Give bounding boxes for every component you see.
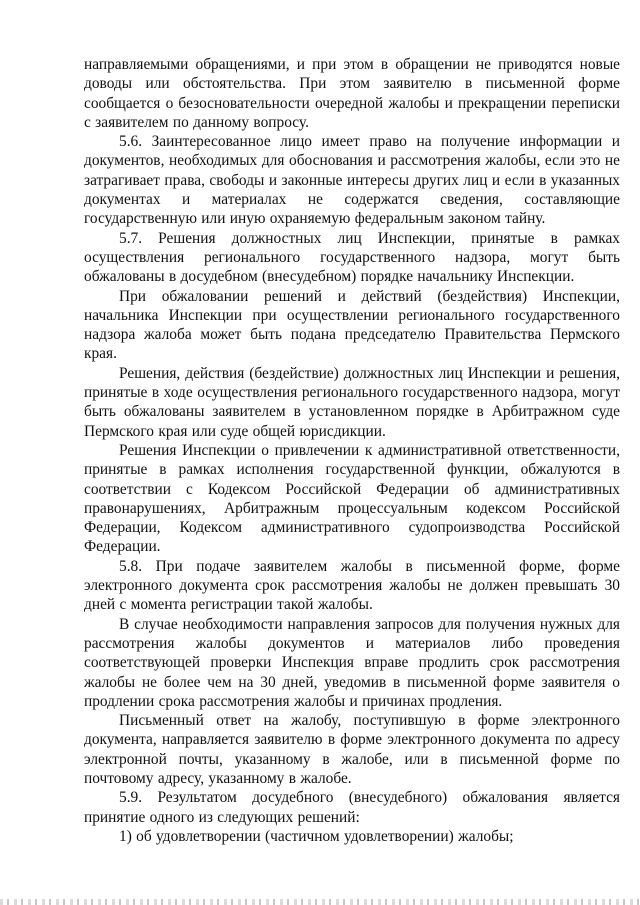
paragraph-5-6: 5.6. Заинтересованное лицо имеет право на получение информации и документов, необходимых для обоснования и рассмотрения жалобы, если это не затрагивает права, свободы и законные интересы других лиц и если в указанных документах и материалах не содержатся сведения, составляющие государственную или иную охраняемую федеральным законом тайну.: [84, 133, 620, 228]
paragraph-5-7-administrative-liability: Решения Инспекции о привлечении к административной ответственности, принятые в рамках исполнения государственной функции, обжалуются в соответствии с Кодексом Российской Федерации об административных правонарушениях, Арбитражным процессуальным кодексом Российской Федерации, Кодексом административного судопроизводства Российской Федерации.: [84, 441, 620, 556]
list-item-1: 1) об удовлетворении (частичном удовлетворении) жалобы;: [119, 827, 514, 845]
paragraph-continuation: направляемыми обращениями, и при этом в обращении не приводятся новые доводы или обстоятельства. При этом заявителю в письменной форме сообщается о безосновательности очередной жалобы и прекращении переписки с заявителем по данному вопросу.: [84, 56, 620, 131]
paragraph-5-9: 5.9. Результатом досудебного (внесудебного) обжалования является принятие одного из следующих решений:: [84, 789, 620, 826]
document-body: [84, 55, 620, 846]
paragraph-5-8-extension: В случае необходимости направления запросов для получения нужных для рассмотрения жалобы документов и материалов либо проведения соответствующей проверки Инспекция вправе продлить срок рассмотрения жалобы не более чем на 30 дней, уведомив в письменной форме заявителя о продлении срока рассмотрения жалобы и причинах продления.: [84, 615, 620, 710]
paragraph-5-7: 5.7. Решения должностных лиц Инспекции, принятые в рамках осуществления регионального государственного надзора, могут быть обжалованы в досудебном (внесудебном) порядке начальнику Инспекции.: [84, 229, 620, 286]
scan-bottom-edge: [0, 899, 640, 905]
paragraph-5-8-electronic-reply: Письменный ответ на жалобу, поступившую в форме электронного документа, направляется заявителю в форме электронного документа по адресу электронной почты, указанному в жалобе, или в письменной форме по почтовому адресу, указанному в жалобе.: [84, 712, 620, 787]
paragraph-5-8: 5.8. При подаче заявителем жалобы в письменной форме, форме электронного документа срок рассмотрения жалобы не должен превышать 30 дней с момента регистрации такой жалобы.: [84, 557, 620, 614]
paragraph-5-7-appeal-court: Решения, действия (бездействие) должностных лиц Инспекции и решения, принятые в ходе осуществления регионального государственного надзора, могут быть обжалованы заявителем в установленном порядке в Арбитражном суде Пермского края или суде общей юрисдикции.: [84, 364, 620, 440]
paragraph-5-7-appeal-governor: При обжаловании решений и действий (бездействия) Инспекции, начальника Инспекции при осуществлении регионального государственного надзора жалоба может быть подана председателю Правительства Пермского края.: [84, 287, 620, 363]
